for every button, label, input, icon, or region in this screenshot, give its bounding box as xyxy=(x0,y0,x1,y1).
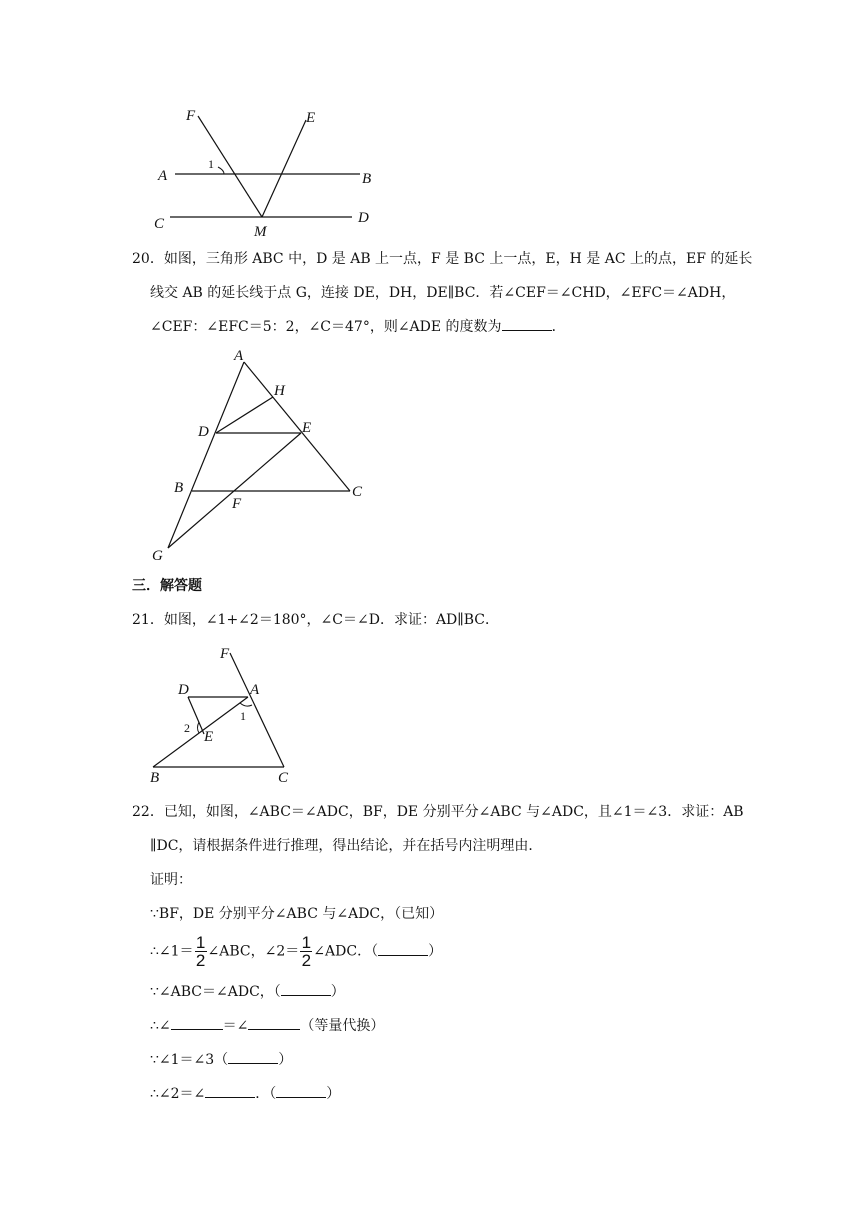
figure-19-parallel-lines xyxy=(140,100,400,240)
label-f: F xyxy=(220,646,230,662)
label-angle-1: 1 xyxy=(240,709,246,723)
q22-blank-reason-3[interactable] xyxy=(228,1051,278,1064)
label-a: A xyxy=(234,348,244,364)
q20-line-3 xyxy=(150,316,566,336)
figure-21 xyxy=(140,640,310,785)
q22-blank-reason-1[interactable] xyxy=(378,943,428,956)
q22-step-2-b: ∠ABC，∠2＝ xyxy=(207,943,300,960)
q22-step-4-b: ＝∠ xyxy=(222,1018,249,1034)
q22-step-2-c: ∠ADC．（ xyxy=(313,943,379,960)
side-ag xyxy=(168,362,244,548)
segment-ba xyxy=(153,697,248,767)
q22-step-6 xyxy=(150,1083,340,1103)
q22-line-1: 22．已知，如图，∠ABC＝∠ADC，BF，DE 分别平分∠ABC 与∠ADC，且∠1＝∠3．求证：AB xyxy=(132,804,744,820)
q22-step-3 xyxy=(150,981,345,1001)
ray-me xyxy=(262,120,306,217)
segment-de xyxy=(188,697,204,734)
q22-step-1: ∵BF，DE 分别平分∠ABC 与∠ADC，（已知） xyxy=(150,906,444,922)
q22-step-5-b: ） xyxy=(278,1052,293,1068)
fraction-denominator: 2 xyxy=(301,951,312,970)
fraction-denominator: 2 xyxy=(195,951,206,970)
q22-step-2 xyxy=(150,934,442,969)
label-d: D xyxy=(358,210,369,226)
q22-step-6-c: ） xyxy=(326,1086,341,1102)
q22-step-2-d: ） xyxy=(428,943,443,960)
fraction-numerator: 1 xyxy=(195,933,206,952)
q21-text: 21．如图，∠1+∠2＝180°，∠C＝∠D．求证：AD∥BC． xyxy=(132,612,500,628)
label-f: F xyxy=(186,108,196,124)
q22-step-5-a: ∵∠1＝∠3（ xyxy=(150,1052,229,1068)
q22-blank-reason-4[interactable] xyxy=(276,1085,326,1098)
fraction-numerator: 1 xyxy=(301,933,312,952)
fraction-one-half xyxy=(195,934,207,969)
label-e: E xyxy=(204,729,214,745)
label-h: H xyxy=(274,383,285,399)
q22-blank-reason-2[interactable] xyxy=(281,983,331,996)
label-c: C xyxy=(154,216,165,232)
section-3-title: 三．解答题 xyxy=(132,578,202,594)
label-a: A xyxy=(250,682,260,698)
q20-line-1: 20．如图，三角形 ABC 中，D 是 AB 上一点，F 是 BC 上一点，E，H 是 AC 上的点，EF 的延长 xyxy=(132,251,753,267)
q22-step-6-a: ∴∠2＝∠ xyxy=(150,1086,206,1102)
label-d: D xyxy=(178,682,189,698)
q22-step-6-b: ．（ xyxy=(255,1086,277,1102)
label-d: D xyxy=(198,424,209,440)
fraction-one-half-2 xyxy=(300,934,312,969)
q22-step-5 xyxy=(150,1049,292,1069)
q22-step-3-a: ∵∠ABC＝∠ADC，（ xyxy=(150,984,281,1000)
q22-blank-angle-2[interactable] xyxy=(248,1017,300,1030)
q22-step-2-a: ∴∠1＝ xyxy=(150,943,194,960)
ray-fc xyxy=(230,653,284,767)
label-b: B xyxy=(174,480,184,496)
segment-dh xyxy=(216,397,273,433)
label-m: M xyxy=(254,224,267,240)
label-f: F xyxy=(232,496,242,512)
q22-line-2: ∥DC，请根据条件进行推理，得出结论，并在括号内注明理由． xyxy=(150,838,543,854)
angle-1-arc xyxy=(240,703,252,706)
label-e: E xyxy=(302,420,312,436)
label-c: C xyxy=(278,770,289,786)
q22-step-4-c: （等量代换） xyxy=(300,1018,385,1034)
label-angle-1: 1 xyxy=(208,157,214,171)
label-e: E xyxy=(306,110,316,126)
q20-answer-blank[interactable] xyxy=(502,318,552,331)
figure-20-triangle xyxy=(140,340,380,565)
q22-step-3-b: ） xyxy=(330,984,345,1000)
q22-step-4 xyxy=(150,1015,384,1035)
label-angle-2: 2 xyxy=(184,721,190,735)
q22-blank-angle-3[interactable] xyxy=(205,1085,255,1098)
angle-1-arc xyxy=(218,167,224,174)
label-c: C xyxy=(352,484,363,500)
label-b: B xyxy=(150,770,160,786)
label-a: A xyxy=(158,168,168,184)
angle-2-arc xyxy=(198,722,200,733)
q20-line-3-text: ∠CEF：∠EFC＝5：2，∠C＝47°，则∠ADE 的度数为 xyxy=(150,319,502,335)
q22-step-4-a: ∴∠ xyxy=(150,1018,171,1034)
q22-blank-angle-1[interactable] xyxy=(171,1017,223,1030)
label-b: B xyxy=(362,171,372,187)
q22-proof-label: 证明： xyxy=(150,872,192,888)
q20-line-3-end: ． xyxy=(551,319,566,335)
label-g: G xyxy=(152,548,163,564)
side-ac xyxy=(244,362,350,491)
q20-line-2: 线交 AB 的延长线于点 G，连接 DE，DH，DE∥BC．若∠CEF＝∠CHD，∠EFC＝∠ADH， xyxy=(150,285,736,301)
